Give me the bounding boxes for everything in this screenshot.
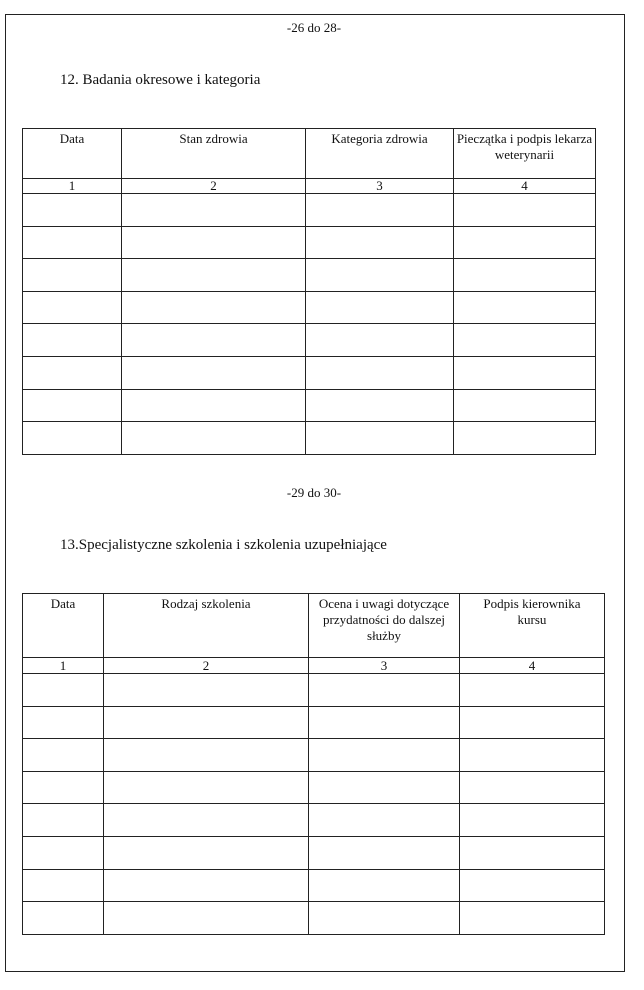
column-number: 4 [454, 179, 596, 194]
section-title-b: 13.Specjalistyczne szkolenia i szkolenia uzupełniające [60, 537, 387, 553]
table-row [23, 259, 596, 292]
table-header-row [23, 594, 605, 658]
table-cell [454, 291, 596, 324]
table-cell [309, 836, 460, 869]
page-range-label-a: -26 do 28- [286, 20, 342, 35]
table-cell [23, 869, 104, 902]
table-cell [23, 706, 104, 739]
table-cell [104, 706, 309, 739]
table-cell [23, 804, 104, 837]
table-row [23, 291, 596, 324]
table-cell [23, 324, 122, 357]
table-cell [23, 356, 122, 389]
table-cell [309, 869, 460, 902]
table-cell [23, 739, 104, 772]
column-header-health-state: Stan zdrowia [122, 129, 306, 179]
column-number: 3 [306, 179, 454, 194]
table-cell [23, 226, 122, 259]
table-cell [460, 674, 605, 707]
table-cell [104, 869, 309, 902]
column-number: 2 [104, 658, 309, 674]
table-cell [122, 422, 306, 455]
table-row [23, 804, 605, 837]
table-cell [454, 389, 596, 422]
table-cell [122, 324, 306, 357]
table-cell [23, 674, 104, 707]
table-row [23, 226, 596, 259]
table-cell [306, 356, 454, 389]
table-cell [309, 739, 460, 772]
table-cell [454, 422, 596, 455]
column-number-row [23, 658, 605, 674]
table-row [23, 771, 605, 804]
table-cell [454, 324, 596, 357]
table-cell [104, 674, 309, 707]
table-cell [306, 194, 454, 227]
column-number: 1 [23, 179, 122, 194]
table-row [23, 674, 605, 707]
table-cell [306, 259, 454, 292]
page-range-label-b: -29 do 30- [286, 485, 342, 500]
table-cell [104, 804, 309, 837]
table-row [23, 706, 605, 739]
table-cell [23, 422, 122, 455]
column-header-assessment: Ocena i uwagi dotyczące przydatności do dalszej służby [309, 594, 460, 658]
table-cell [454, 356, 596, 389]
column-header-training-type: Rodzaj szkolenia [104, 594, 309, 658]
table-cell [306, 226, 454, 259]
table-cell [454, 226, 596, 259]
column-header-date: Data [23, 594, 104, 658]
column-number: 2 [122, 179, 306, 194]
table-cell [306, 324, 454, 357]
table-row [23, 422, 596, 455]
table-cell [104, 771, 309, 804]
table-row [23, 836, 605, 869]
column-number: 3 [309, 658, 460, 674]
table-cell [122, 194, 306, 227]
table-cell [104, 902, 309, 935]
table-header-row [23, 129, 596, 179]
column-header-health-category: Kategoria zdrowia [306, 129, 454, 179]
table-cell [309, 771, 460, 804]
table-cell [122, 226, 306, 259]
section-title-a: 12. Badania okresowe i kategoria [60, 72, 261, 88]
table-cell [309, 902, 460, 935]
table-cell [460, 836, 605, 869]
column-header-vet-stamp: Pieczątka i podpis lekarza weterynarii [454, 129, 596, 179]
table-cell [23, 389, 122, 422]
table-row [23, 194, 596, 227]
table-cell [460, 804, 605, 837]
table-cell [104, 739, 309, 772]
table-cell [454, 194, 596, 227]
table-cell [460, 771, 605, 804]
table-cell [309, 674, 460, 707]
table-cell [306, 422, 454, 455]
table-cell [122, 389, 306, 422]
table-cell [104, 836, 309, 869]
table-cell [122, 259, 306, 292]
table-cell [306, 291, 454, 324]
column-header-date: Data [23, 129, 122, 179]
column-header-course-head-signature: Podpis kierownika kursu [460, 594, 605, 658]
table-cell [23, 259, 122, 292]
table-cell [23, 291, 122, 324]
table-cell [460, 902, 605, 935]
table-row [23, 739, 605, 772]
table-cell [460, 739, 605, 772]
column-number: 1 [23, 658, 104, 674]
table-periodic-exams [22, 128, 596, 455]
table-specialist-training [22, 593, 605, 935]
table-row [23, 869, 605, 902]
column-number: 4 [460, 658, 605, 674]
table-cell [23, 836, 104, 869]
column-number-row [23, 179, 596, 194]
table-cell [23, 902, 104, 935]
table-row [23, 356, 596, 389]
table-cell [23, 194, 122, 227]
table-cell [23, 771, 104, 804]
table-cell [306, 389, 454, 422]
table-row [23, 324, 596, 357]
table-row [23, 389, 596, 422]
table-cell [122, 291, 306, 324]
table-cell [309, 706, 460, 739]
table-cell [460, 869, 605, 902]
table-cell [122, 356, 306, 389]
table-row [23, 902, 605, 935]
table-cell [454, 259, 596, 292]
table-cell [309, 804, 460, 837]
table-cell [460, 706, 605, 739]
